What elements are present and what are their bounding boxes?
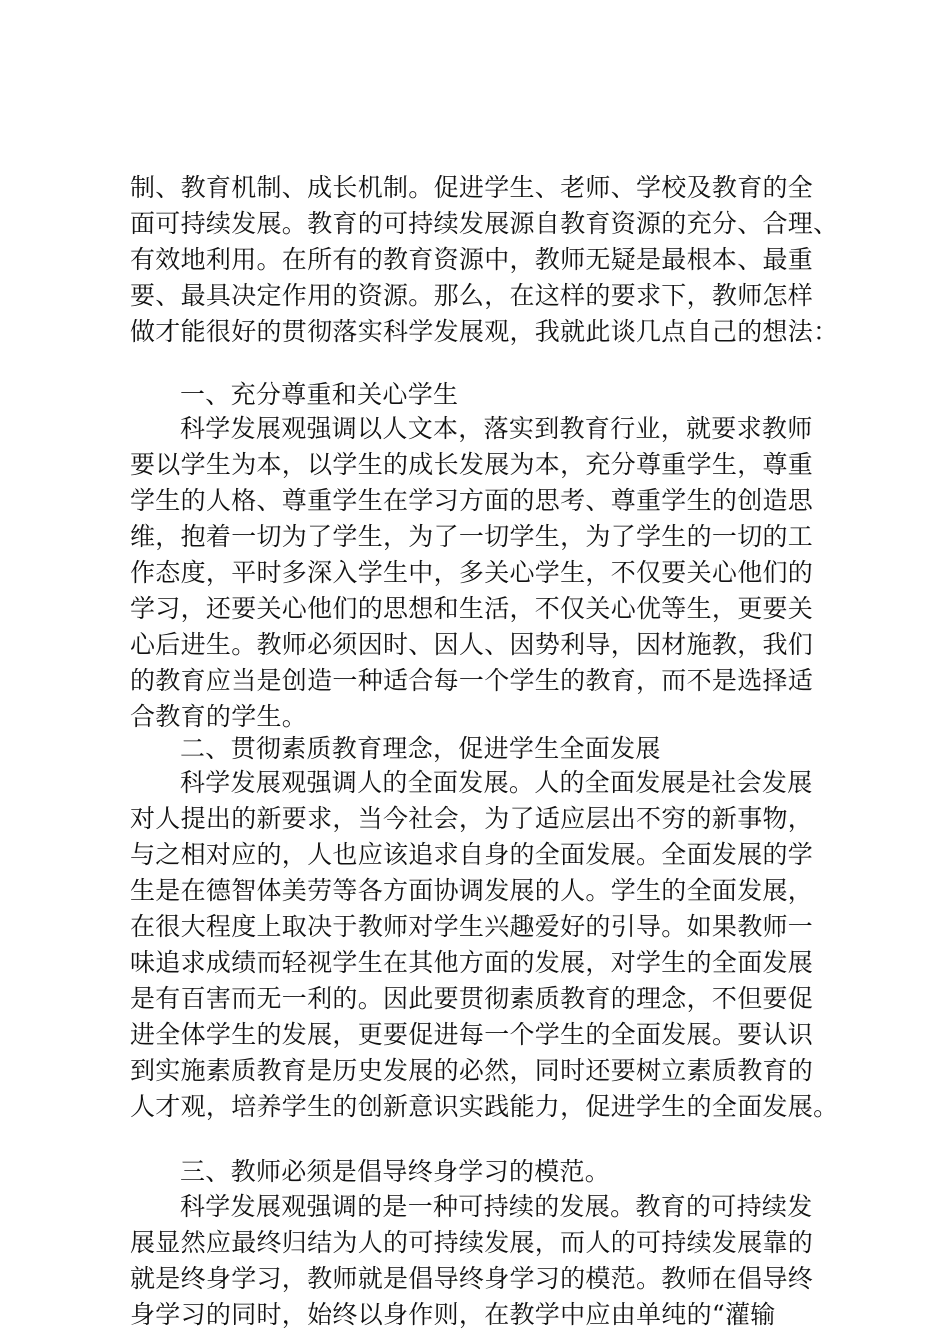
paragraph-line: 面可持续发展。教育的可持续发展源自教育资源的充分、合理、 (130, 209, 839, 238)
paragraph-line: 制、教育机制、成长机制。促进学生、老师、学校及教育的全 (130, 173, 814, 202)
paragraph-line: 有效地利用。在所有的教育资源中，教师无疑是最根本、最重 (130, 245, 814, 274)
paragraph-line: 对人提出的新要求，当今社会，为了适应层出不穷的新事物， (130, 804, 814, 833)
paragraph-line: 在很大程度上取决于教师对学生兴趣爱好的引导。如果教师一 (130, 912, 814, 941)
paragraph-line: 合教育的学生。 (130, 702, 308, 731)
paragraph-line: 到实施素质教育是历史发展的必然，同时还要树立素质教育的 (130, 1056, 814, 1085)
paragraph-line: 生是在德智体美劳等各方面协调发展的人。学生的全面发展， (130, 876, 814, 905)
paragraph-line: 展显然应最终归结为人的可持续发展，而人的可持续发展靠的 (130, 1228, 814, 1257)
paragraph-line: 与之相对应的，人也应该追求自身的全面发展。全面发展的学 (130, 840, 814, 869)
paragraph-line: 要以学生为本，以学生的成长发展为本，充分尊重学生，尊重 (130, 450, 814, 479)
section-heading: 二、贯彻素质教育理念，促进学生全面发展 (180, 734, 661, 763)
paragraph-line: 身学习的同时，始终以身作则，在教学中应由单纯的“灌输 (130, 1300, 776, 1329)
paragraph-line: 就是终身学习，教师就是倡导终身学习的模范。教师在倡导终 (130, 1264, 814, 1293)
paragraph-line: 心后进生。教师必须因时、因人、因势利导，因材施教，我们 (130, 630, 814, 659)
paragraph-line: 作态度，平时多深入学生中，多关心学生，不仅要关心他们的 (130, 558, 814, 587)
paragraph-line: 味追求成绩而轻视学生在其他方面的发展，对学生的全面发展 (130, 948, 814, 977)
paragraph-line: 进全体学生的发展，更要促进每一个学生的全面发展。要认识 (130, 1020, 814, 1049)
paragraph-line: 维，抱着一切为了学生，为了一切学生，为了学生的一切的工 (130, 522, 814, 551)
paragraph-line: 学习，还要关心他们的思想和生活，不仅关心优等生，更要关 (130, 594, 814, 623)
paragraph-line: 学生的人格、尊重学生在学习方面的思考、尊重学生的创造思 (130, 486, 814, 515)
paragraph-line: 科学发展观强调人的全面发展。人的全面发展是社会发展 (180, 768, 813, 797)
section-heading: 三、教师必须是倡导终身学习的模范。 (180, 1157, 611, 1186)
paragraph-line: 科学发展观强调的是一种可持续的发展。教育的可持续发 (180, 1192, 813, 1221)
paragraph-line: 做才能很好的贯彻落实科学发展观，我就此谈几点自己的想法： (130, 317, 839, 346)
section-heading: 一、充分尊重和关心学生 (180, 380, 459, 409)
paragraph-line: 要、最具决定作用的资源。那么，在这样的要求下，教师怎样 (130, 281, 814, 310)
paragraph-line: 人才观，培养学生的创新意识实践能力，促进学生的全面发展。 (130, 1092, 839, 1121)
paragraph-line: 是有百害而无一利的。因此要贯彻素质教育的理念，不但要促 (130, 984, 814, 1013)
paragraph-line: 科学发展观强调以人文本，落实到教育行业，就要求教师 (180, 414, 813, 443)
paragraph-line: 的教育应当是创造一种适合每一个学生的教育，而不是选择适 (130, 666, 814, 695)
